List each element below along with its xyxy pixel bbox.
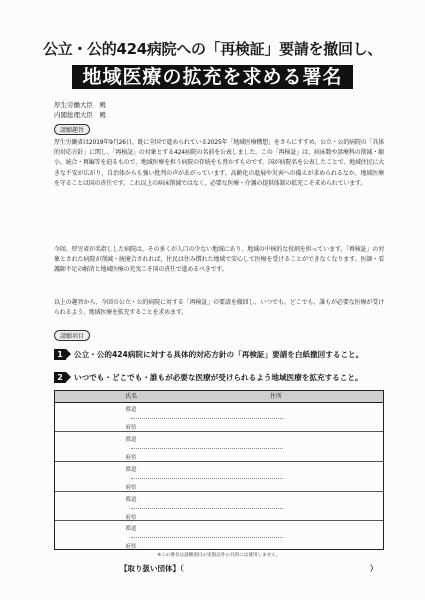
- signature-table: [54, 390, 384, 550]
- addressee-1: 厚生労働大臣 殿: [54, 101, 106, 109]
- handling-group-close: ）: [370, 564, 378, 573]
- prefecture-label: 都道: [125, 526, 137, 532]
- handling-group-label: 【取り扱い団体】（: [120, 564, 184, 573]
- petition-item-2: [54, 372, 384, 383]
- item-number-1: 1: [54, 349, 66, 360]
- purpose-paragraph-1: 厚生労働省は2019年9月26日、既に全国で進められている2025年「地域医療構想」をさらにすすめ、公立・公的病院の「具体的対応方針」に関し、「再検証」の対象とする424病院の名前を公表しました。この「再検証」は、病床数や診療科の削減・縮小、統合・再編等を迫るもので、地域医療を担う病院の存続をも脅かすものです。国が病院名を公表したことで、地域住民に大きな不安が広がり、自治体からも強い批判の声があがっています。高齢化の進展や災害への備えが求められるなか、地域医療を守ることは国の責任です。これ以上の病床削減ではなく、必要な医療・介護の提供体制の拡充こそ求められています。: [54, 139, 384, 187]
- item-text-2: いつでも・どこでも・誰もが必要な医療が受けられるよう地域医療を拡充すること。: [74, 373, 363, 382]
- city-label: 府県: [125, 544, 137, 550]
- item-number-2: 2: [54, 372, 66, 383]
- signature-row[interactable]: [55, 462, 383, 492]
- purpose-paragraph-2: 今回、厚労省が名指しした病院は、その多くが人口の少ない地域にあり、地域の中核的な役割を担っています。「再検証」の対象とされた病院が削減・統廃合されれば、住民は住み慣れた地域で安心して医療を受けることができなくなります。医師・看護師不足の解消と地域医療の充実こそ国の責任で進めるべきです。: [54, 246, 384, 274]
- prefecture-label: 都道: [125, 497, 137, 503]
- prefecture-label: 都道: [125, 467, 137, 473]
- title-line2-text: 地域医療の拡充を求める署名: [72, 65, 352, 89]
- title-line2: [0, 62, 425, 89]
- city-label: 府県: [125, 485, 137, 491]
- prefecture-label: 都道: [125, 407, 137, 413]
- row-divider: [131, 448, 283, 449]
- header-name: 氏名: [125, 393, 138, 400]
- prefecture-label: 都道: [125, 437, 137, 443]
- row-divider: [131, 418, 283, 419]
- petition-item-1: [54, 349, 384, 360]
- addressee-2: 内閣総理大臣 殿: [54, 111, 106, 119]
- signature-row[interactable]: [55, 432, 383, 462]
- footnote: ※この署名は請願項目の実現以外の目的には使用しません。: [157, 553, 281, 558]
- item-text-1: 公立・公的424病院に対する具体的対応方針の「再検証」要請を白紙撤回すること。: [74, 350, 364, 359]
- purpose-paragraph-3: 以上の趣旨から、今回の公立・公的病院に対する「再検証」の要請を撤回し、いつでも、どこでも、誰もが必要な医療が受けられるよう、地域医療を拡充することを求めます。: [54, 299, 384, 317]
- signature-row[interactable]: [55, 521, 383, 549]
- city-label: 府県: [125, 425, 137, 431]
- city-label: 府県: [125, 515, 137, 521]
- signature-row[interactable]: [55, 492, 383, 521]
- row-divider: [131, 508, 283, 509]
- title-line1: 公立・公的424病院への「再検証」要請を撤回し、: [42, 40, 383, 58]
- city-label: 府県: [125, 455, 137, 461]
- items-tag: 請願項目: [54, 330, 90, 341]
- row-divider: [131, 537, 283, 538]
- purpose-tag: 請願趣旨: [54, 124, 90, 135]
- row-divider: [131, 478, 283, 479]
- signature-row[interactable]: [55, 402, 383, 432]
- header-address: 住所: [270, 393, 283, 400]
